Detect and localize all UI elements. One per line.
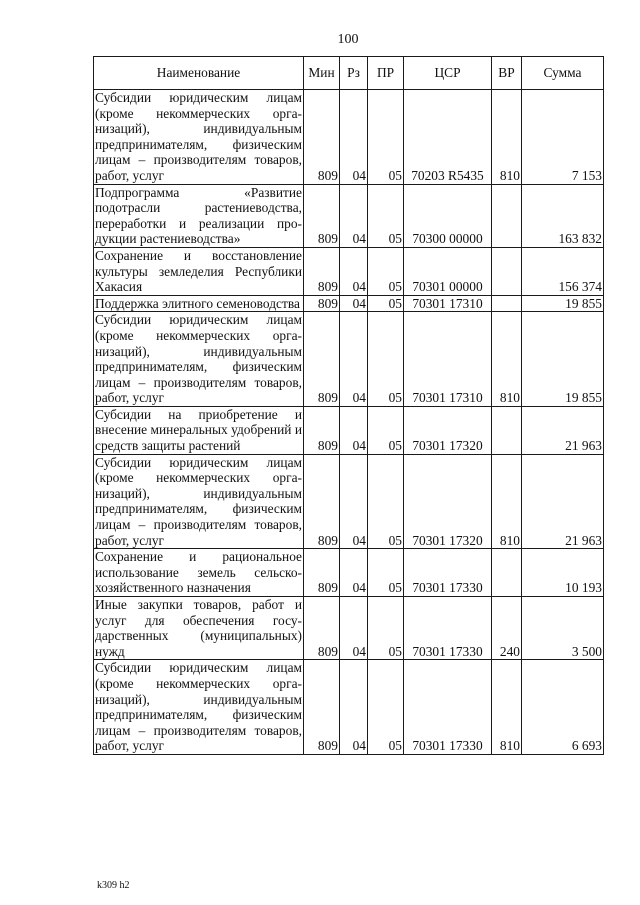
table-row bbox=[94, 597, 604, 660]
row-pr: 05 bbox=[368, 549, 404, 597]
row-name: Субсидии юридическим лицам (кроме некоммерческих организаций), индивидуальным предпринимателям, физическим лицам – производителям товаров, работ, услуг bbox=[95, 660, 302, 754]
row-sum: 6 693 bbox=[522, 660, 604, 755]
row-csr: 70301 17310 bbox=[404, 312, 492, 407]
row-min: 809 bbox=[304, 660, 340, 755]
header-vr: ВР bbox=[492, 57, 522, 90]
row-sum: 156 374 bbox=[522, 247, 604, 295]
header-min: Мин bbox=[304, 57, 340, 90]
row-sum: 19 855 bbox=[522, 295, 604, 312]
row-rz: 04 bbox=[340, 597, 368, 660]
row-min: 809 bbox=[304, 312, 340, 407]
row-min: 809 bbox=[304, 184, 340, 247]
header-row bbox=[94, 57, 604, 90]
row-vr bbox=[492, 406, 522, 454]
row-sum: 10 193 bbox=[522, 549, 604, 597]
row-sum: 19 855 bbox=[522, 312, 604, 407]
row-rz: 04 bbox=[340, 312, 368, 407]
row-pr: 05 bbox=[368, 660, 404, 755]
row-rz: 04 bbox=[340, 406, 368, 454]
row-min: 809 bbox=[304, 247, 340, 295]
page-number: 100 bbox=[337, 32, 359, 47]
header-sum: Сумма bbox=[522, 57, 604, 90]
row-min: 809 bbox=[304, 597, 340, 660]
table-body bbox=[94, 90, 604, 755]
table-row bbox=[94, 312, 604, 407]
row-pr: 05 bbox=[368, 295, 404, 312]
row-vr: 240 bbox=[492, 597, 522, 660]
table-row bbox=[94, 660, 604, 755]
table-row bbox=[94, 184, 604, 247]
row-csr: 70203 R5435 bbox=[404, 90, 492, 185]
table-row bbox=[94, 549, 604, 597]
row-pr: 05 bbox=[368, 184, 404, 247]
row-vr: 810 bbox=[492, 660, 522, 755]
row-name: Подпрограмма «Развитие подотрасли растениеводства, переработки и реализации продукции растениеводства» bbox=[95, 184, 302, 247]
table-row bbox=[94, 454, 604, 549]
row-name: Сохранение и рациональное использование земель сельскохозяйственного назначения bbox=[95, 549, 302, 596]
row-vr: 810 bbox=[492, 454, 522, 549]
row-sum: 21 963 bbox=[522, 406, 604, 454]
row-sum: 7 153 bbox=[522, 90, 604, 185]
row-name: Поддержка элитного семеноводства bbox=[94, 295, 304, 312]
row-min: 809 bbox=[304, 406, 340, 454]
row-name: Субсидии юридическим лицам (кроме некоммерческих организаций), индивидуальным предпринимателям, физическим лицам – производителям товаров, работ, услуг bbox=[95, 312, 302, 406]
row-pr: 05 bbox=[368, 90, 404, 185]
table-row bbox=[94, 295, 604, 312]
row-pr: 05 bbox=[368, 312, 404, 407]
row-name: Сохранение и восстановление культуры земледелия Республики Хакасия bbox=[95, 247, 302, 295]
row-csr: 70301 17330 bbox=[404, 597, 492, 660]
row-name: Субсидии на приобретение и внесение минеральных удобрений и средств защиты растений bbox=[95, 406, 302, 454]
row-vr: 810 bbox=[492, 312, 522, 407]
row-rz: 04 bbox=[340, 295, 368, 312]
row-sum: 21 963 bbox=[522, 454, 604, 549]
row-vr bbox=[492, 549, 522, 597]
budget-table bbox=[93, 56, 604, 755]
row-min: 809 bbox=[304, 549, 340, 597]
row-pr: 05 bbox=[368, 247, 404, 295]
row-min: 809 bbox=[304, 295, 340, 312]
row-csr: 70301 17330 bbox=[404, 549, 492, 597]
row-name: Иные закупки товаров, работ и услуг для обеспечения государственных (муниципальных) нужд bbox=[95, 597, 302, 659]
row-csr: 70301 00000 bbox=[404, 247, 492, 295]
row-rz: 04 bbox=[340, 660, 368, 755]
row-rz: 04 bbox=[340, 184, 368, 247]
row-min: 809 bbox=[304, 90, 340, 185]
row-pr: 05 bbox=[368, 454, 404, 549]
table-row bbox=[94, 406, 604, 454]
row-csr: 70301 17320 bbox=[404, 406, 492, 454]
row-vr: 810 bbox=[492, 90, 522, 185]
row-csr: 70301 17310 bbox=[404, 295, 492, 312]
table-row bbox=[94, 247, 604, 295]
row-sum: 3 500 bbox=[522, 597, 604, 660]
row-rz: 04 bbox=[340, 90, 368, 185]
row-csr: 70300 00000 bbox=[404, 184, 492, 247]
row-sum: 163 832 bbox=[522, 184, 604, 247]
header-csr: ЦСР bbox=[404, 57, 492, 90]
table-header bbox=[94, 57, 604, 90]
row-rz: 04 bbox=[340, 454, 368, 549]
row-name: Субсидии юридическим лицам (кроме некоммерческих организаций), индивидуальным предпринимателям, физическим лицам – производителям товаров, работ, услуг bbox=[95, 90, 302, 183]
row-name: Субсидии юридическим лицам (кроме некоммерческих организаций), индивидуальным предпринимателям, физическим лицам – производителям товаров, работ, услуг bbox=[95, 454, 302, 548]
row-vr bbox=[492, 184, 522, 247]
row-vr bbox=[492, 295, 522, 312]
row-csr: 70301 17320 bbox=[404, 454, 492, 549]
header-name: Наименование bbox=[94, 57, 304, 90]
footer-code: k309 h2 bbox=[97, 880, 130, 891]
row-rz: 04 bbox=[340, 549, 368, 597]
row-csr: 70301 17330 bbox=[404, 660, 492, 755]
row-rz: 04 bbox=[340, 247, 368, 295]
row-pr: 05 bbox=[368, 406, 404, 454]
row-pr: 05 bbox=[368, 597, 404, 660]
table-row bbox=[94, 90, 604, 185]
row-vr bbox=[492, 247, 522, 295]
header-pr: ПР bbox=[368, 57, 404, 90]
row-min: 809 bbox=[304, 454, 340, 549]
header-rz: Рз bbox=[340, 57, 368, 90]
